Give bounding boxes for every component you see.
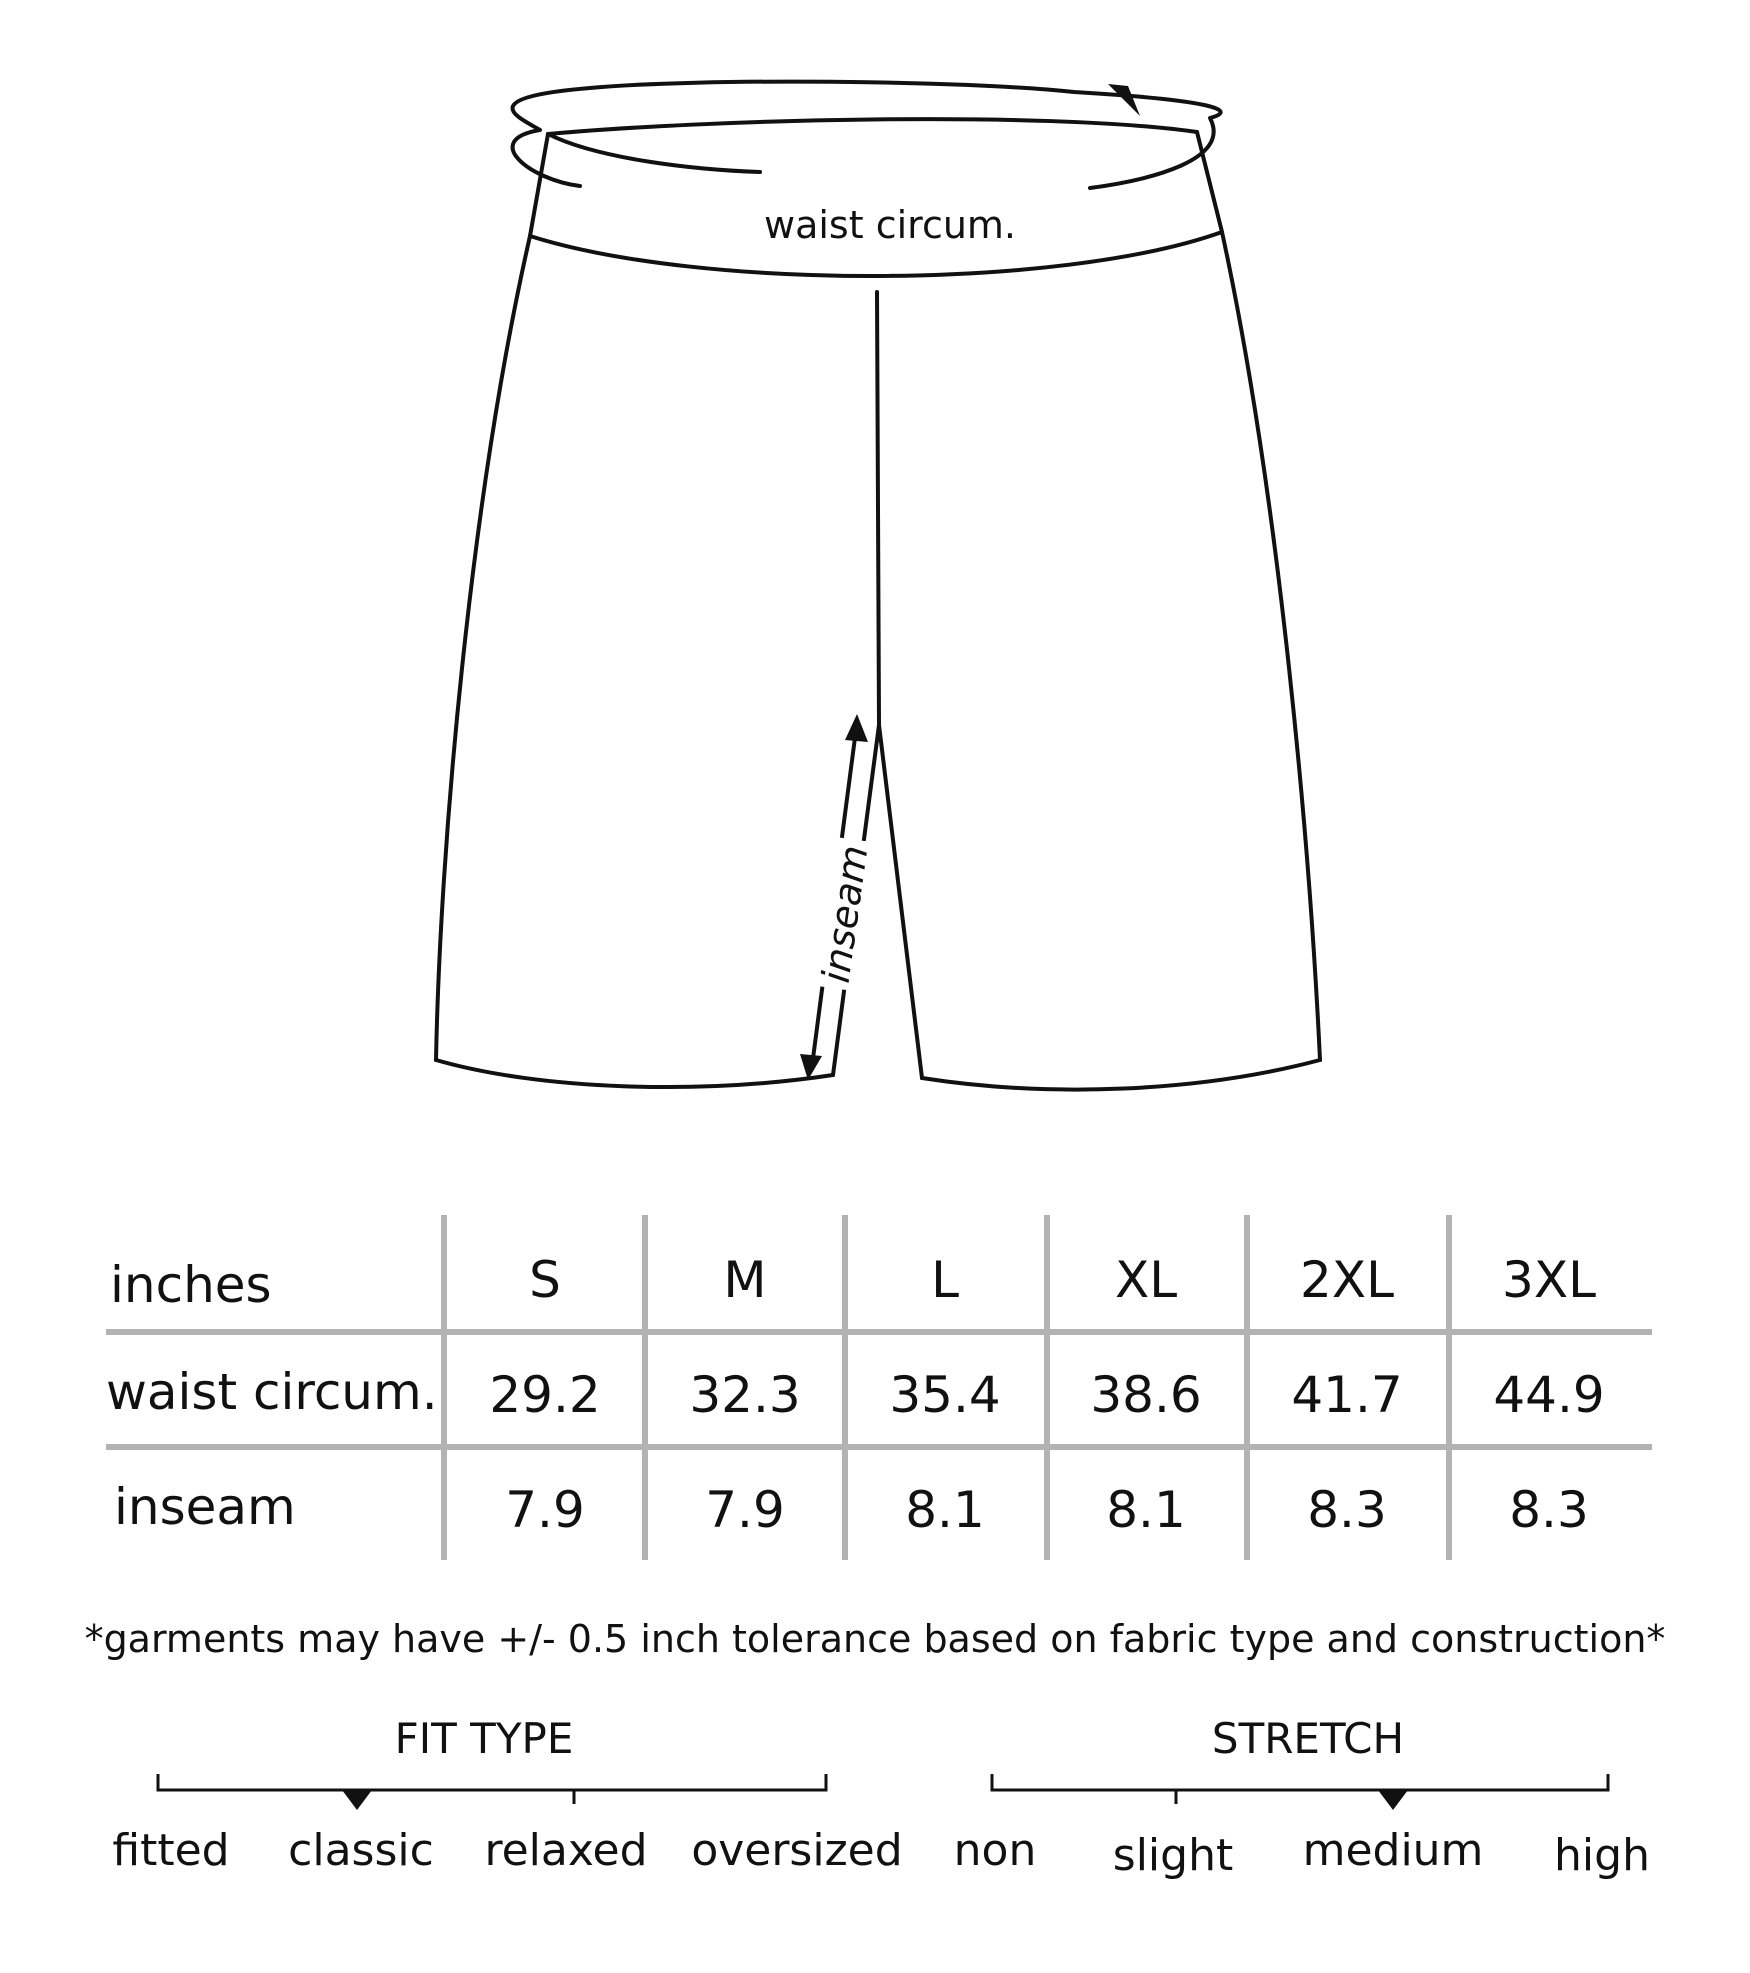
table-cell: 8.1 [1106,1481,1186,1539]
inseam-label: inseam [816,837,875,991]
waist-circum-label: waist circum. [758,206,1022,244]
fit-option-classic: classic [288,1825,434,1876]
size-header: M [723,1251,767,1309]
size-table [0,1215,1750,1560]
fit-option-relaxed: relaxed [484,1825,648,1876]
table-row-divider [106,1329,1652,1335]
size-header: 3XL [1502,1251,1596,1309]
fit-option-fitted: fitted [112,1825,230,1876]
size-header: 2XL [1300,1251,1394,1309]
stretch-option-non: non [953,1825,1037,1876]
waist-arrow-head [1108,84,1140,116]
table-cell: 7.9 [505,1481,585,1539]
table-cell: 41.7 [1291,1366,1403,1424]
size-header: XL [1114,1251,1178,1309]
table-cell: 44.9 [1493,1366,1605,1424]
fit-option-oversized: oversized [691,1825,903,1876]
tolerance-note: *garments may have +/- 0.5 inch tolerance based on fabric type and construction* [84,1617,1666,1661]
stretch-marker [1378,1790,1408,1810]
fit-type-track [0,1770,900,1810]
table-cell: 38.6 [1090,1366,1202,1424]
row-label-inseam: inseam [114,1478,296,1536]
inseam-arrow-top [845,714,868,742]
size-header: L [931,1251,959,1309]
fit-type-title: FIT TYPE [394,1714,574,1763]
table-cell: 8.3 [1509,1481,1589,1539]
stretch-option-high: high [1554,1830,1650,1881]
table-cell: 7.9 [705,1481,785,1539]
table-cell: 8.3 [1307,1481,1387,1539]
table-cell: 35.4 [889,1366,1001,1424]
stretch-track [900,1770,1750,1810]
size-header: S [529,1251,561,1309]
table-row-divider [106,1444,1652,1450]
table-unit-header: inches [110,1256,272,1314]
stretch-option-slight: slight [1112,1830,1234,1881]
table-cell: 8.1 [905,1481,985,1539]
table-cell: 29.2 [489,1366,601,1424]
row-label-waist: waist circum. [106,1363,438,1421]
fit-type-marker [342,1790,372,1810]
stretch-option-medium: medium [1302,1825,1484,1876]
stretch-title: STRETCH [1211,1714,1405,1763]
table-cell: 32.3 [689,1366,801,1424]
